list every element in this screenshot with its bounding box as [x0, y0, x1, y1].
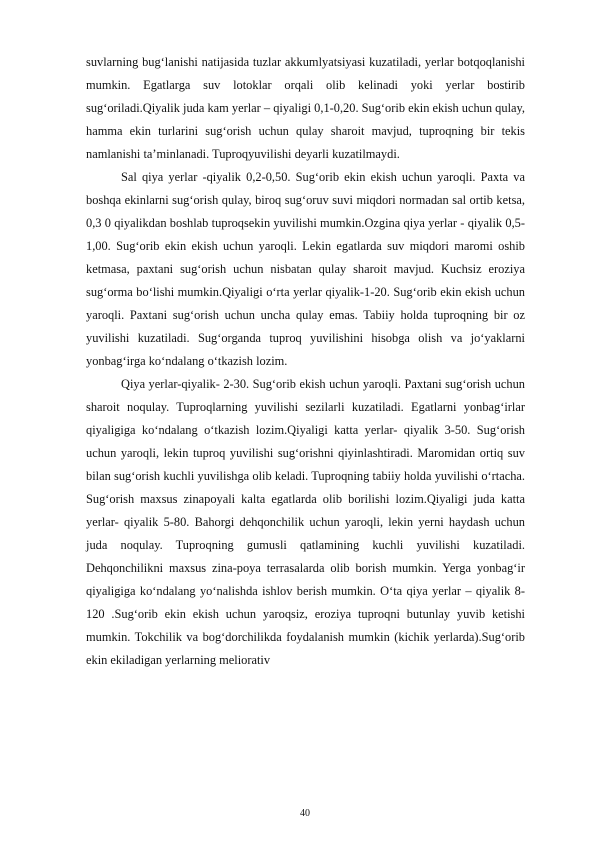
paragraph-3: Qiya yerlar-qiyalik- 2-30. Sug‘orib ekish uchun yaroqli. Paxtani sug‘orish uchun sharoit noqulay. Tuproqlarning yuvilishi sezilarli kuzatiladi. Egatlarni yonbag‘irlar qiyaligiga ko‘ndalang o‘tkazish lozim.Qiyaligi katta yerlar- qiyalik 3-50. Sug‘orish uchun yaroqli, lekin tuproq yuvilishi sug‘orishni qiyinlashtiradi. Maromidan ortiq suv bilan sug‘orish kuchli yuvilishga olib keladi. Tuproqning tabiiy holda yuvilishi o‘rtacha. Sug‘orish maxsus zinapoyali kalta egatlarda olib borilishi lozim.Qiyaligi juda katta yerlar- qiyalik 5-80. Bahorgi dehqonchilik uchun yaroqli, lekin yerni haydash uchun juda noqulay. Tuproqning gumusli qatlamining kuchli yuvilishi kuzatiladi. Dehqonchilikni maxsus zina-poya terrasalarda olib borish mumkin. Yerga yonbag‘ir qiyaligiga ko‘ndalang yo‘nalishda ishlov berish mumkin. O‘ta qiya yerlar – qiyalik 8-120 .Sug‘orib ekin ekish uchun yaroqsiz, eroziya tuproqni butunlay yuvib ketishi mumkin. Tokchilik va bog‘dorchilikda foydalanish mumkin (kichik yerlarda).Sug‘orib ekin ekiladigan yerlarning meliorativ [86, 377, 525, 667]
paragraph-1: suvlarning bug‘lanishi natijasida tuzlar akkumlyatsiyasi kuzatiladi, yerlar botqoqlanishi mumkin. Egatlarga suv lotoklar orqali olib kelinadi yoki yerlar bostirib sug‘oriladi.Qiyalik juda kam yerlar – qiyaligi 0,1-0,20. Sug‘orib ekin ekish uchun qulay, hamma ekin turlarini sug‘orish uchun qulay sharoit mavjud, tuproqning bir tekis namlanishi ta’minlanadi. Tuproqyuvilishi deyarli kuzatilmaydi. [86, 55, 525, 161]
body-text [86, 51, 525, 672]
paragraph-2: Sal qiya yerlar -qiyalik 0,2-0,50. Sug‘orib ekin ekish uchun yaroqli. Paxta va boshqa ekinlarni sug‘orish qulay, biroq sug‘oruv suvi miqdori normadan sal ortib ketsa, 0,3 0 qiyalikdan boshlab tuproqsekin yuvilishi mumkin.Ozgina qiya yerlar - qiyalik 0,5-1,00. Sug‘orib ekin ekish uchun yaroqli. Lekin egatlarda suv miqdori maromi oshib ketmasa, paxtani sug‘orish uchun nisbatan qulay sharoit mavjud. Kuchsiz eroziya sug‘orma bo‘lishi mumkin.Qiyaligi o‘rta yerlar qiyalik-1-20. Sug‘orib ekin ekish uchun yaroqli. Paxtani sug‘orish uchun uncha qulay emas. Tabiiy holda tuproqning bir oz yuvilishi kuzatiladi. Sug‘organda tuproq yuvilishini hisobga olish va jo‘yaklarni yonbag‘irga ko‘ndalang o‘tkazish lozim. [86, 170, 525, 368]
page-number: 40 [300, 808, 310, 819]
